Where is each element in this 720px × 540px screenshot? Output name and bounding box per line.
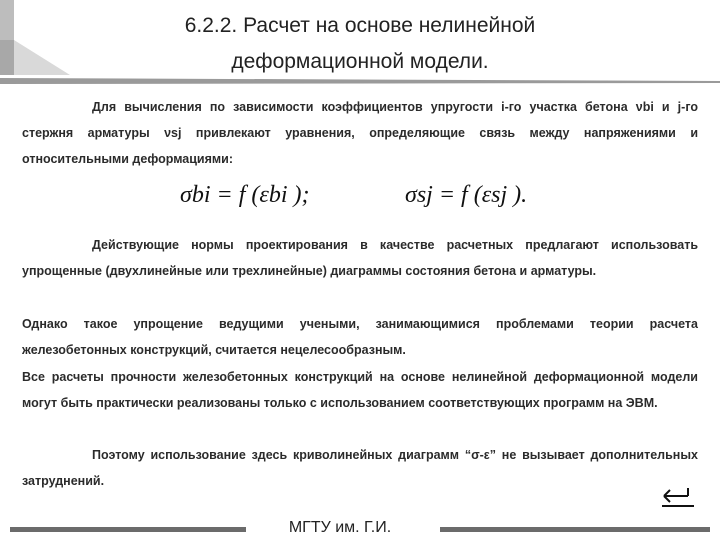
corner-decoration bbox=[0, 0, 70, 75]
formula-concrete: σbi = f (εbi ); bbox=[180, 182, 310, 208]
paragraph-2-text: Действующие нормы проектирования в качестве расчетных предлагают использовать упрощенные (двухлинейные или трехлинейные) диаграммы состояния бетона и арматуры. bbox=[22, 238, 698, 278]
paragraph-5-text: Поэтому использование здесь криволинейных диаграмм “σ-ε” не вызывает дополнительных затруднений. bbox=[22, 448, 698, 488]
paragraph-1-text: Для вычисления по зависимости коэффициентов упругости i-го участка бетона νbi и j-го стержня арматуры νsj привлекают уравнения, определяющие связь между напряжениями и относительными деформациями: bbox=[22, 100, 698, 166]
title-line-2: деформационной модели. bbox=[231, 50, 489, 73]
paragraph-3 bbox=[22, 311, 698, 363]
footer-rule-left bbox=[10, 527, 246, 532]
paragraph-4-text: Все расчеты прочности железобетонных конструкций на основе нелинейной деформационной модели могут быть практически реализованы только с использованием соответствующих программ на ЭВМ. bbox=[22, 370, 698, 410]
paragraph-2 bbox=[22, 232, 698, 284]
paragraph-1 bbox=[22, 94, 698, 172]
footer-rule-right bbox=[440, 527, 710, 532]
title-underline bbox=[0, 76, 720, 86]
paragraph-4 bbox=[22, 364, 698, 416]
slide-title bbox=[110, 8, 610, 80]
footer-text: МГТУ им. Г.И. bbox=[288, 519, 392, 536]
return-arrow-icon[interactable] bbox=[660, 484, 696, 510]
title-line-1: 6.2.2. Расчет на основе нелинейной bbox=[184, 14, 536, 37]
paragraph-3-text: Однако такое упрощение ведущими учеными, занимающимися проблемами теории расчета железобетонных конструкций, считается нецелесообразным. bbox=[22, 317, 698, 357]
formula-rebar: σsj = f (εsj ). bbox=[405, 182, 528, 208]
paragraph-5 bbox=[22, 442, 698, 494]
